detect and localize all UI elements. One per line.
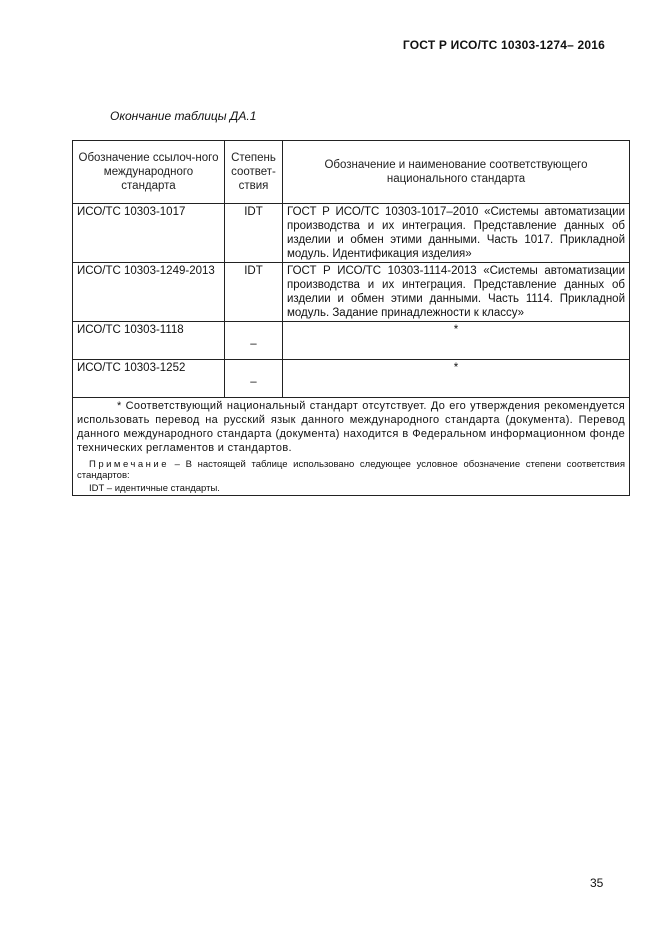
table-header-row [73,141,630,204]
table-footnote [73,398,630,496]
cell-international-code: ИСО/ТС 10303-1249-2013 [73,263,225,322]
idt-definition: IDT – идентичные стандарты. [89,483,220,494]
cell-degree: – [225,322,283,360]
table-row [73,204,630,263]
note-text: – В настоящей таблице использовано следующее условное обозначение степени соответствия стандартов: [77,459,626,481]
footnote-text: * Соответствующий национальный стандарт отсутствует. До его утверждения рекомендуется использовать перевод на русский язык данного международного стандарта (документа). Перевод данного международного стандарта (документа) находится в Федеральном информационном фонде технических регламентов и стандартов. [77,400,625,454]
reference-table [72,140,630,496]
cell-international-code: ИСО/ТС 10303-1017 [73,204,225,263]
cell-degree: IDT [225,204,283,263]
cell-national-standard: * [283,360,630,398]
column-header-international-code: Обозначение ссылоч-ного международного стандарта [73,141,225,204]
cell-national-standard: * [283,322,630,360]
note-label: Примечание [89,459,169,470]
cell-international-code: ИСО/ТС 10303-1252 [73,360,225,398]
table-row [73,263,630,322]
note-paragraph [77,459,625,481]
document-code: ГОСТ Р ИСО/ТС 10303-1274– 2016 [402,38,605,52]
cell-degree: IDT [225,263,283,322]
column-header-degree: Степень соответ-ствия [225,141,283,204]
cell-degree: – [225,360,283,398]
cell-national-standard: ГОСТ Р ИСО/ТС 10303-1114-2013 «Системы автоматизации производства и их интеграция. Представление данных об изделии и обмен этими данными. Часть 1114. Прикладной модуль. Задание принадлежности к классу» [283,263,630,322]
table-footnote-row [73,398,630,496]
cell-international-code: ИСО/ТС 10303-1118 [73,322,225,360]
table-caption: Окончание таблицы ДА.1 [110,109,257,123]
table-row [73,360,630,398]
table-row [73,322,630,360]
page-number: 35 [590,876,604,890]
cell-national-standard: ГОСТ Р ИСО/ТС 10303-1017–2010 «Системы автоматизации производства и их интеграция. Представление данных об изделии и обмен этими данными. Часть 1017. Прикладной модуль. Идентификация изделия» [283,204,630,263]
column-header-national-standard: Обозначение и наименование соответствующего национального стандарта [283,141,630,204]
